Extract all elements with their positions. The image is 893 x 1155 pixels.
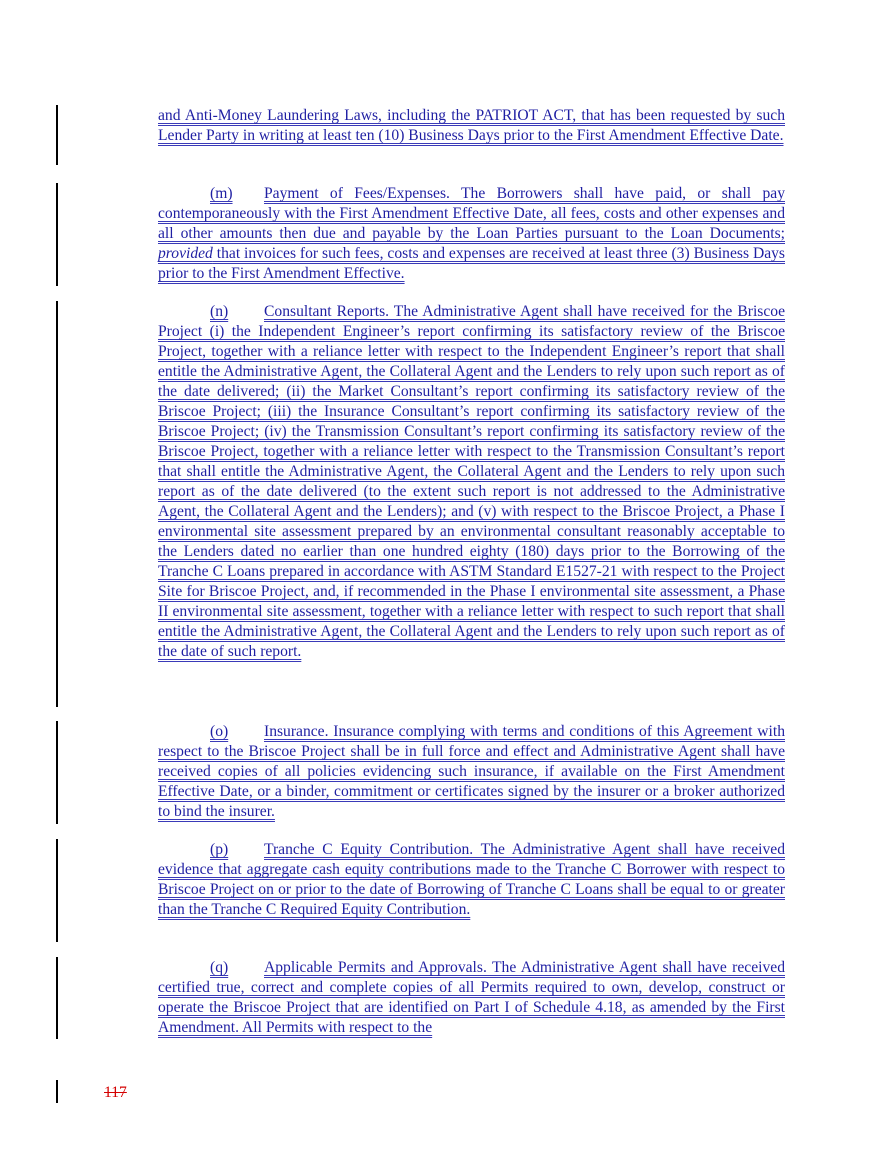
paragraph-m-label: (m) xyxy=(210,185,233,202)
paragraph-p-text: Tranche C Equity Contribution. The Administrative Agent shall have received evidence that aggregate cash equity contributions made to the Tranche C Borrower with respect to Briscoe Project on or prior to the date of Borrowing of Tranche C Loans shall be equal to or greater than the Tranche C Required Equity Contribution. xyxy=(158,841,785,918)
change-bar-p xyxy=(56,839,58,942)
change-bar-m xyxy=(56,183,58,286)
paragraph-n-text: Consultant Reports. The Administrative Agent shall have received for the Briscoe Project (i) the Independent Engineer’s report confirming its satisfactory review of the Briscoe Project, together with a reliance letter with respect to the Independent Engineer’s report that shall entitle the Administrative Agent, the Collateral Agent and the Lenders to rely upon such report as of the date delivered; (ii) the Market Consultant’s report confirming its satisfactory review of the Briscoe Project; (iii) the Insurance Consultant’s report confirming its satisfactory review of the Briscoe Project; (iv) the Transmission Consultant’s report confirming its satisfactory review of the Briscoe Project, together with a reliance letter with respect to the Transmission Consultant’s report that shall entitle the Administrative Agent, the Collateral Agent and the Lenders to rely upon such report as of the date delivered (to the extent such report is not addressed to the Administrative Agent, the Collateral Agent and the Lenders); and (v) with respect to the Briscoe Project, a Phase I environmental site assessment prepared by an environmental consultant reasonably acceptable to the Lenders dated no earlier than one hundred eighty (180) days prior to the Borrowing of the Tranche C Loans prepared in accordance with ASTM Standard E1527-21 with respect to the Project Site for Briscoe Project, and, if recommended in the Phase I environmental site assessment, a Phase II environmental site assessment, together with a reliance letter with respect to such report that shall entitle the Administrative Agent, the Collateral Agent and the Lenders to rely upon such report as of the date of such report. xyxy=(158,303,785,660)
paragraph-continuation xyxy=(158,106,785,146)
change-bar-continuation xyxy=(56,105,58,165)
paragraph-m-text-after: that invoices for such fees, costs and expenses are received at least three (3) Business Days prior to the First Amendment Effective. xyxy=(158,245,785,282)
change-bar-q xyxy=(56,957,58,1039)
paragraph-q xyxy=(158,958,785,1038)
paragraph-q-label: (q) xyxy=(210,959,229,976)
paragraph-m-text-before: Payment of Fees/Expenses. The Borrowers shall have paid, or shall pay contemporaneously with the First Amendment Effective Date, all fees, costs and other expenses and all other amounts then due and payable by the Loan Parties pursuant to the Loan Documents; xyxy=(158,185,785,242)
paragraph-p-label: (p) xyxy=(210,841,229,858)
change-bar-n xyxy=(56,301,58,707)
paragraph-n-label: (n) xyxy=(210,303,229,320)
paragraph-o-text: Insurance. Insurance complying with terms and conditions of this Agreement with respect to the Briscoe Project shall be in full force and effect and Administrative Agent shall have received copies of all policies evidencing such insurance, if available on the First Amendment Effective Date, or a binder, commitment or certificates signed by the insurer or a broker authorized to bind the insurer. xyxy=(158,723,785,820)
paragraph-p xyxy=(158,840,785,920)
change-bar-page-number xyxy=(56,1080,58,1103)
paragraph-o-label: (o) xyxy=(210,723,229,740)
paragraph-continuation-text: and Anti-Money Laundering Laws, including the PATRIOT ACT, that has been requested by such Lender Party in writing at least ten (10) Business Days prior to the First Amendment Effective Date. xyxy=(158,107,785,144)
paragraph-q-text: Applicable Permits and Approvals. The Administrative Agent shall have received certified true, correct and complete copies of all Permits required to own, develop, construct or operate the Briscoe Project that are identified on Part I of Schedule 4.18, as amended by the First Amendment. All Permits with respect to the xyxy=(158,959,785,1036)
change-bar-o xyxy=(56,721,58,824)
page-number: 117 xyxy=(104,1084,127,1101)
paragraph-o xyxy=(158,722,785,822)
paragraph-m-emphasis: provided xyxy=(158,245,213,262)
paragraph-n xyxy=(158,302,785,662)
paragraph-m xyxy=(158,184,785,284)
